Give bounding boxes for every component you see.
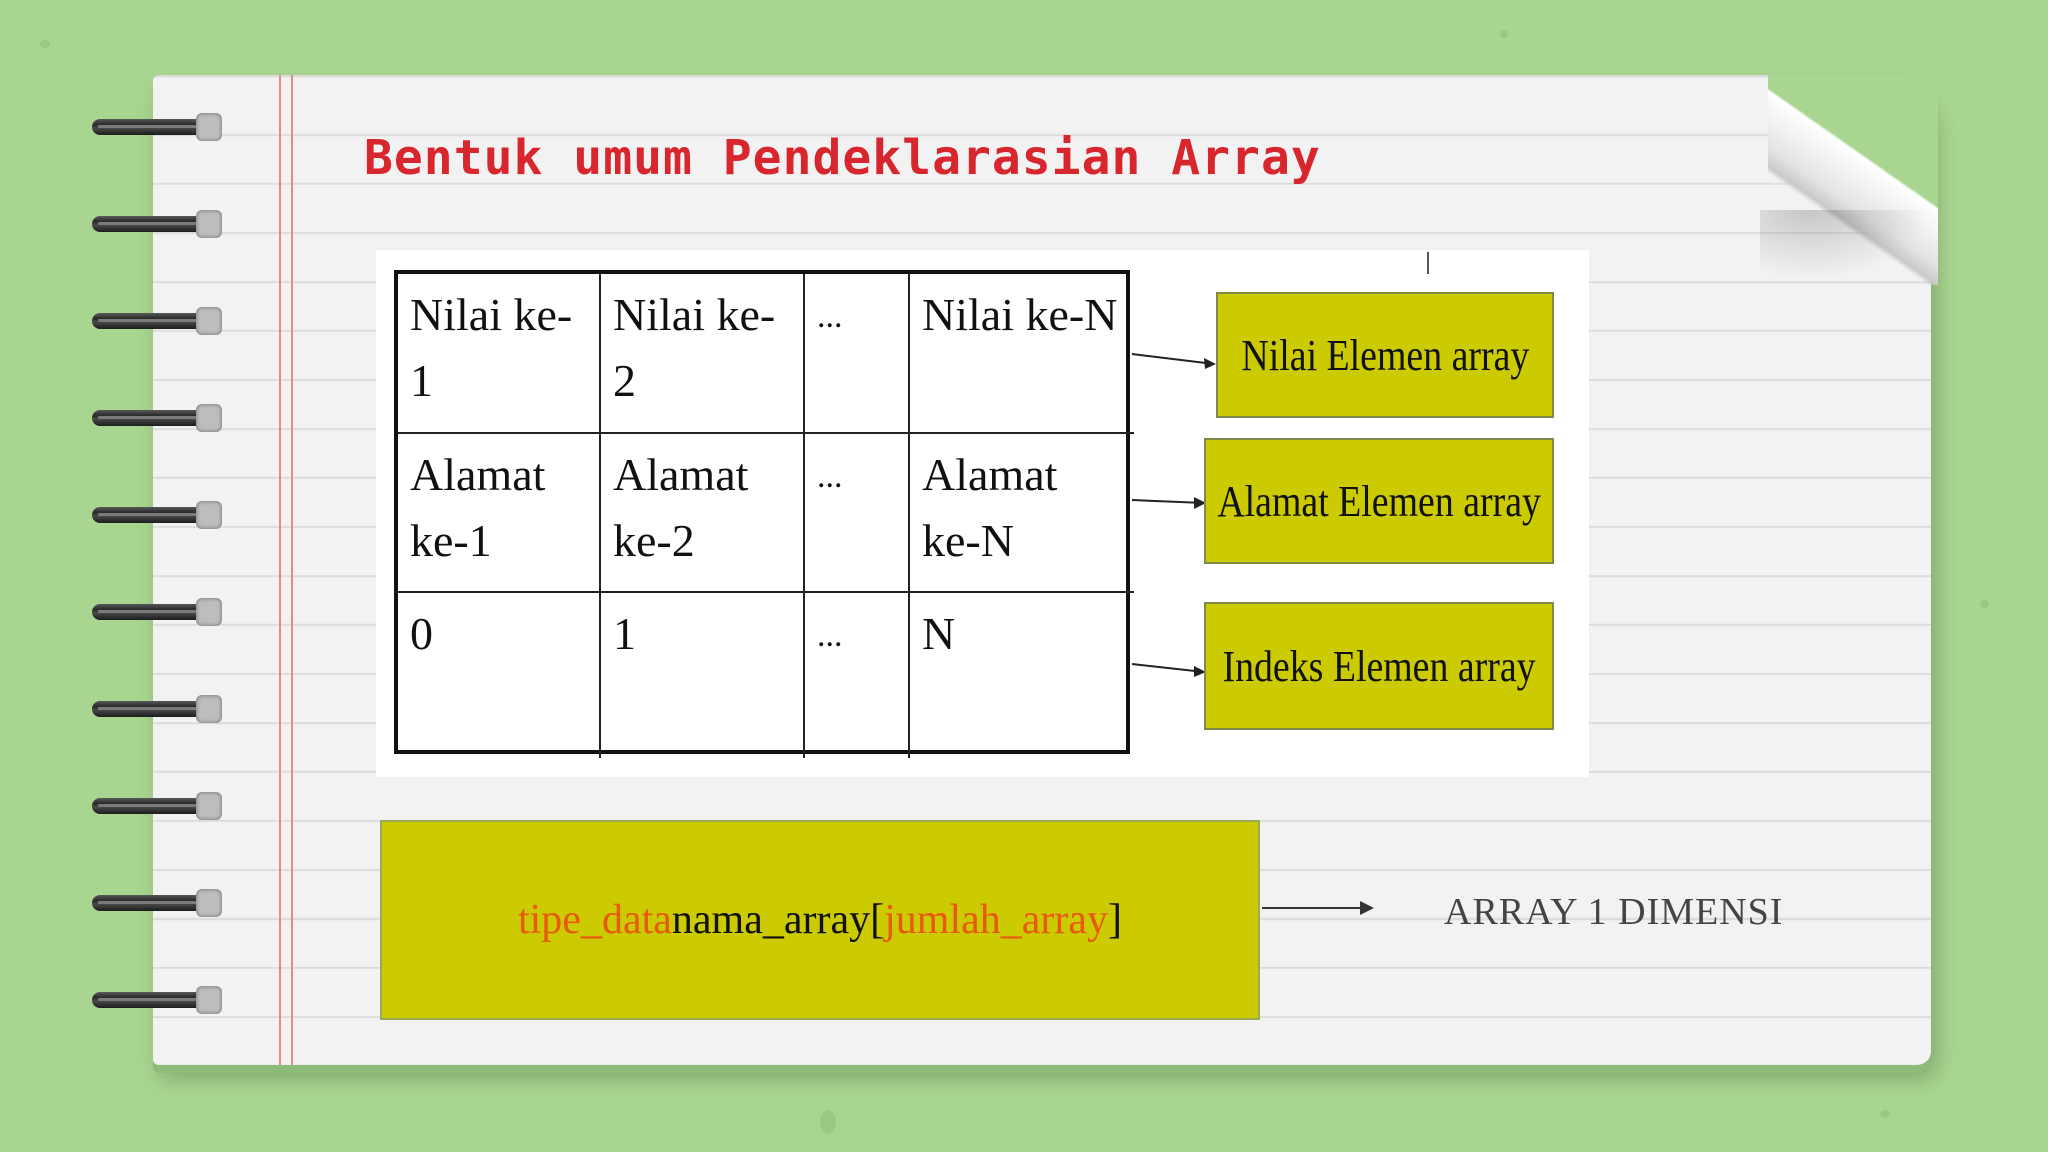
spiral-ring	[92, 792, 224, 820]
table-cell: Alamat ke-2	[601, 434, 805, 593]
spiral-ring	[92, 986, 224, 1014]
table-cell: ...	[805, 593, 910, 758]
arrow-right-icon	[1262, 896, 1382, 920]
dimension-label: ARRAY 1 DIMENSI	[1444, 891, 1784, 933]
table-cell: Alamat ke-N	[910, 434, 1134, 593]
slide-title: Bentuk umum Pendeklarasian Array	[364, 130, 1321, 186]
spiral-ring	[92, 210, 224, 238]
background-speck	[40, 40, 50, 48]
address-element-label: Alamat Elemen array	[1204, 438, 1554, 564]
index-element-label: Indeks Elemen array	[1204, 602, 1554, 730]
array-table	[394, 270, 1130, 754]
spiral-ring	[92, 404, 224, 432]
table-cell: Nilai ke-N	[910, 274, 1134, 434]
table-cell: N	[922, 608, 956, 659]
background-speck	[820, 1110, 836, 1134]
syntax-size: jumlah_array	[884, 897, 1109, 943]
background-speck	[1880, 1110, 1890, 1118]
table-cell: Alamat ke-1	[398, 434, 601, 593]
spiral-ring	[92, 501, 224, 529]
table-cell: ...	[805, 434, 910, 593]
spiral-ring	[92, 695, 224, 723]
value-element-label: Nilai Elemen array	[1216, 292, 1554, 418]
margin-line	[279, 75, 281, 1065]
table-cell: ...	[805, 274, 910, 434]
arrowhead	[1204, 358, 1216, 369]
syntax-type: tipe_data	[517, 897, 672, 943]
spiral-ring	[92, 113, 224, 141]
syntax-name: nama_array[	[671, 897, 885, 943]
table-cell: Nilai ke-2	[601, 274, 805, 434]
spiral-ring	[92, 598, 224, 626]
background-speck	[1500, 30, 1508, 38]
background-speck	[1980, 600, 1989, 609]
spiral-ring	[92, 307, 224, 335]
table-cell: 0	[398, 593, 601, 758]
table-cell: Nilai ke-1	[398, 274, 601, 434]
arrow-to-address-label	[1132, 500, 1204, 503]
arrow-to-index-label	[1132, 664, 1204, 672]
syntax-close: ]	[1108, 897, 1123, 943]
margin-line	[291, 75, 293, 1065]
page-curl-shadow	[1760, 210, 1930, 280]
syntax-box	[380, 820, 1260, 1020]
arrow-to-value-label	[1132, 354, 1214, 364]
table-cell: 1	[601, 593, 805, 758]
spiral-ring	[92, 889, 224, 917]
